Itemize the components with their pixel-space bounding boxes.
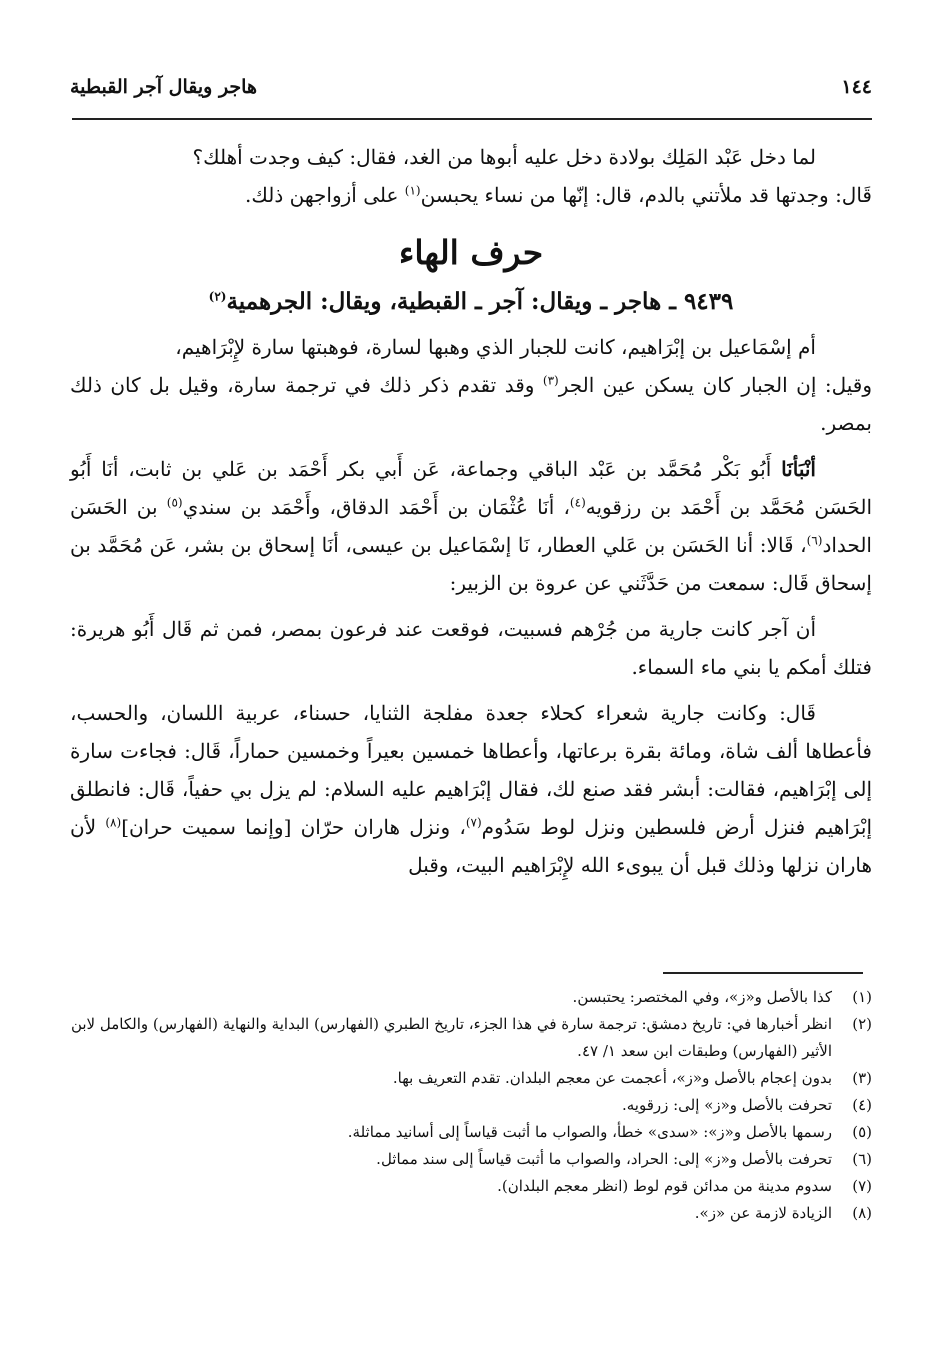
running-title: هاجر ويقال آجر القبطية [70,76,257,98]
footnote: (٨) الزيادة لازمة عن «ز». [694,1204,872,1222]
footnote: (٤) تحرفت بالأصل و«ز» إلى: زرقويه. [621,1096,872,1114]
footnote-divider [663,972,863,974]
paragraph-6: أن آجر كانت جارية من جُرْهم فسبيت، فوقعت عند فرعون بمصر، فمن ثم قَال أَبُو هريرة: فتلك أمكم يا بني ماء السماء. [70,617,872,679]
entry-heading: ٩٤٣٩ ـ هاجر ـ ويقال: آجر ـ القبطية، ويقال: الجرهمية$^{(٢)}$ [208,288,734,315]
footnote: (٢) انظر أخبارها في: تاريخ دمشق: ترجمة سارة في هذا الجزء، تاريخ الطبري (الفهارس) البداية والنهاية (الفهارس) والكامل لابن الأثير (الفهارس) وطبقات ابن سعد ١/ ٤٧. [70,1015,872,1060]
paragraph-3: أم إسْمَاعيل بن إبْرَاهيم، كانت للجبار الذي وهبها لسارة، فوهبتها سارة لإِبْرَاهيم، [175,335,816,359]
footnote-ref-4[interactable]: (٤) [569,495,586,510]
footnote-ref-2[interactable]: (٢) [208,289,227,304]
header-divider [72,118,872,120]
paragraph-2: قَال: وجدتها قد ملأتني بالدم، قال: إنّها من نساء يحبسن$^{(١)}$ على أزواجهن ذلك. [245,183,872,207]
footnote-ref-3[interactable]: (٣) [542,373,559,388]
footnote-ref-6[interactable]: (٦) [806,533,823,548]
main-text [70,138,872,884]
page-number: ١٤٤ [841,76,872,98]
footnote-ref-1[interactable]: (١) [404,183,421,198]
footnote: (٥) رسمها بالأصل و«ز»: «سدى» خطأ، والصواب ما أثبت قياساً إلى أسانيد مماثلة. [347,1123,872,1141]
footnote-ref-8[interactable]: (٨) [105,815,122,830]
page-header [70,70,872,104]
anbana-keyword: أنْبَأنَا [781,457,816,481]
paragraph-7: قَال: وكانت جارية شعراء كحلاء جعدة مفلجة الثنايا، حسناء، عربية اللسان، والحسب، فأعطاها ألف شاة، ومائة بقرة برعاتها، وأعطاها خمسين بعيراً وخمسين حماراً، قَال: فجاءت سارة إلى إبْرَاهيم، فقالت: أبشر فقد صنع لك، فقال إبْرَاهيم عليه السلام: لم يزل بي حفياً، قَال: فانطلق إبْرَاهيم فنزل أرض فلسطين ونزل لوط سَدُوم$^{(٧)}$، ونزل هاران حرّان [وإنما سميت حران]$^{(٨)}$ لأن هاران نزلها وذلك قبل أن يبوىء الله لإِبْرَاهيم البيت، وقبل [70,701,873,877]
paragraph-5: أنْبَأنَا أَبُو بَكْر مُحَمَّد بن عَبْد الباقي وجماعة، عَن أَبي بكر أَحْمَد بن عَلي بن ثابت، أنَا أَبُو الحَسَن مُحَمَّد بن أَحْمَد بن رزقويه$^{(٤)}$، أنَا عُثْمَان بن أَحْمَد الدقاق، وأَحْمَد بن سندي$^{(٥)}$ بن الحَسَن الحداد$^{(٦)}$، قَالا: أنا الحَسَن بن عَلي العطار، نَا إسْمَاعيل بن عيسى، أنَا إسحاق بن بشر، عَن مُحَمَّد بن إسحاق قَال: سمعت من حَدَّثَني عن عروة بن الزبير: [70,457,872,595]
footnote: (٧) سدوم مدينة من مدائن قوم لوط (انظر معجم البلدان). [497,1177,872,1195]
footnote-ref-7[interactable]: (٧) [465,815,482,830]
footnote: (٣) بدون إعجام بالأصل و«ز»، أعجمت عن معجم البلدان. تقدم التعريف بها. [392,1069,872,1087]
section-title: حرف الهاء [398,233,544,272]
footnote-ref-5[interactable]: (٥) [166,495,183,510]
footnotes [70,984,872,1227]
footnote: (١) كذا بالأصل و«ز»، وفي المختصر: يحتبسن. [572,988,872,1006]
footnote: (٦) تحرفت بالأصل و«ز» إلى: الحراد، والصواب ما أثبت قياساً إلى سند مماثل. [376,1150,872,1168]
paragraph-1: لما دخل عَبْد المَلِك بولادة دخل عليه أبوها من الغد، فقال: كيف وجدت أهلك؟ [192,145,816,169]
paragraph-4: وقيل: إن الجبار كان يسكن عين الجر$^{(٣)}$ وقد تقدم ذكر ذلك في ترجمة سارة، وقيل بل كان ذلك بمصر. [70,373,872,435]
